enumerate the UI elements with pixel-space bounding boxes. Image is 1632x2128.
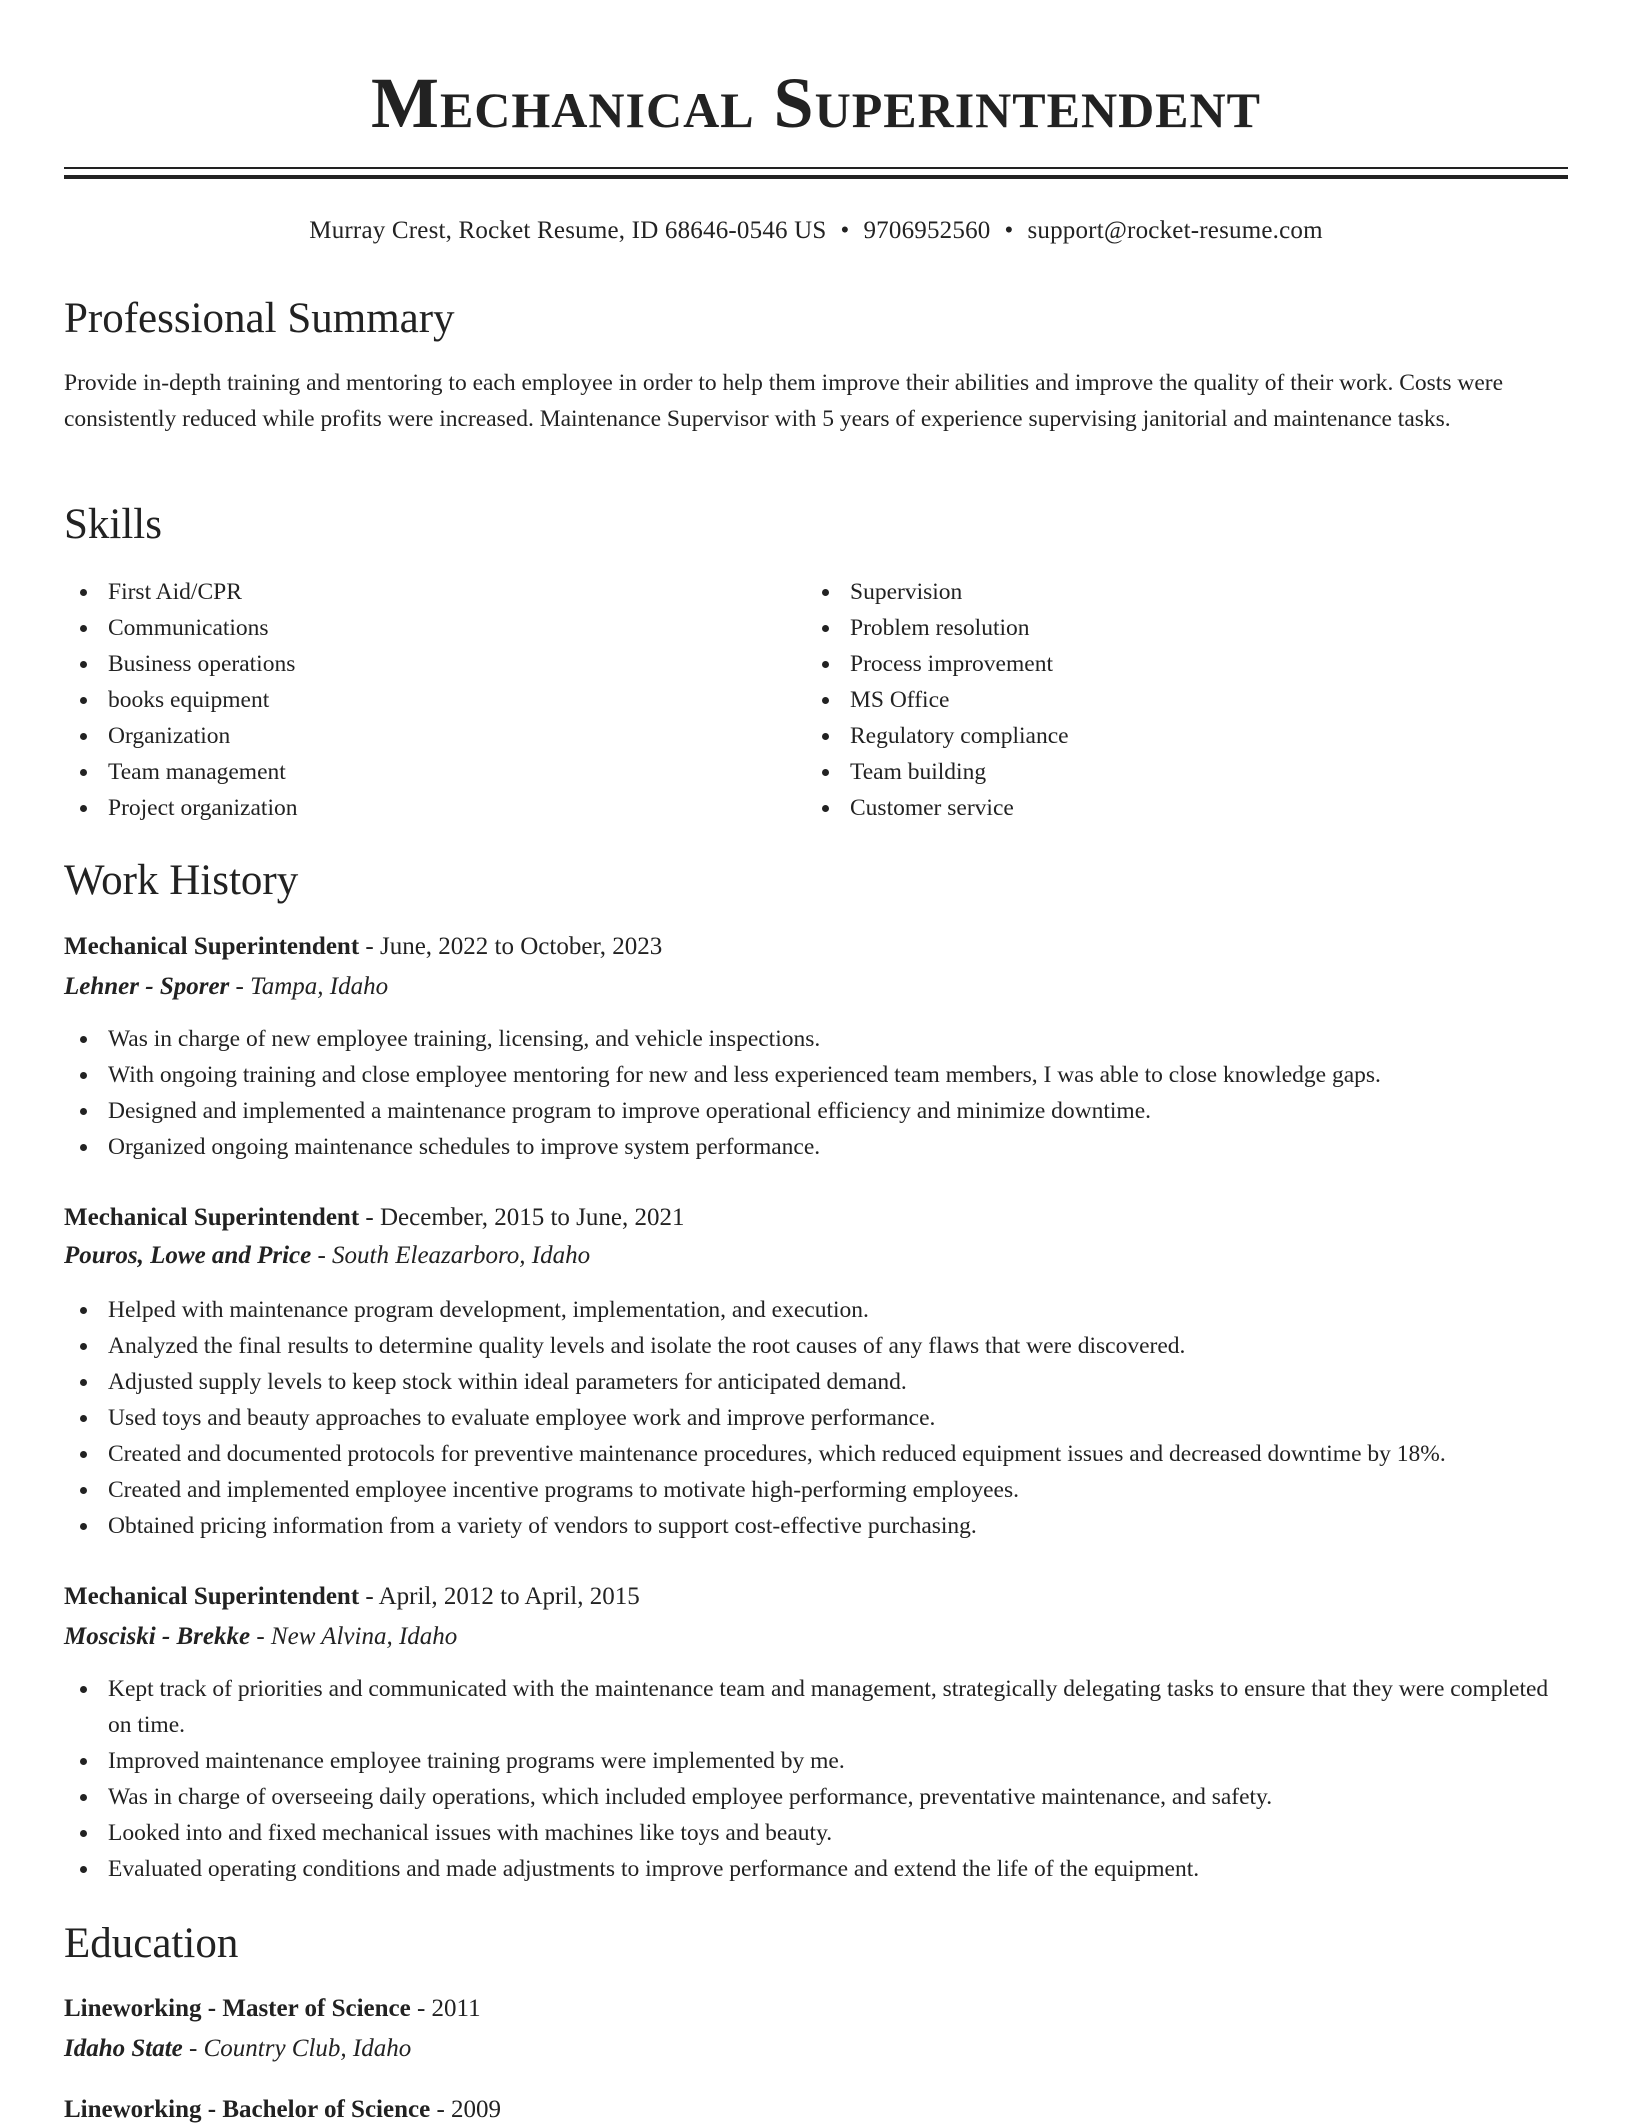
education-year: - 2011 <box>410 1995 481 2022</box>
job-bullet: Improved maintenance employee training programs were implemented by me. <box>64 1743 1568 1779</box>
skills-heading: Skills <box>64 501 162 548</box>
contact-address: Murray Crest, Rocket Resume, ID 68646-0546 US <box>309 217 827 244</box>
summary-text: Provide in-depth training and mentoring to each employee in order to help them improve their abilities and improve the quality of their work. Costs were consistently reduced while profits were increased. Maintenance Supervisor with 5 years of experience supervising janitorial and maintenance tasks. <box>64 370 1504 432</box>
job-location: - New Alvina, Idaho <box>250 1623 458 1650</box>
job-title-line <box>64 929 662 965</box>
job-employer: Mosciski - Brekke <box>64 1623 251 1650</box>
job-bullets <box>64 1292 1568 1544</box>
education-degree: Lineworking - Master of Science <box>64 1995 411 2022</box>
job-bullet: Evaluated operating conditions and made adjustments to improve performance and extend the life of the equipment. <box>64 1851 1568 1887</box>
job-bullet: Was in charge of new employee training, licensing, and vehicle inspections. <box>64 1021 1568 1057</box>
job-bullet: Obtained pricing information from a variety of vendors to support cost-effective purchasing. <box>64 1508 1568 1544</box>
job-bullet: Created and implemented employee incentive programs to motivate high-performing employees. <box>64 1472 1568 1508</box>
job-dates: - June, 2022 to October, 2023 <box>359 933 663 960</box>
contact-line <box>64 215 1568 247</box>
job-bullet: Kept track of priorities and communicated with the maintenance team and management, strategically delegating tasks to ensure that they were completed on time. <box>64 1671 1568 1743</box>
job-title: Mechanical Superintendent <box>64 1204 360 1231</box>
skill-item: Communications <box>64 610 784 646</box>
skill-item: First Aid/CPR <box>64 574 784 610</box>
job-bullets <box>64 1671 1568 1887</box>
skill-item: Problem resolution <box>806 610 1526 646</box>
job-employer-line <box>64 969 388 1005</box>
job-employer: Lehner - Sporer <box>64 973 230 1000</box>
contact-separator: • <box>840 217 850 244</box>
skills-list-left <box>64 574 784 826</box>
education-school-line <box>64 2031 411 2067</box>
job-bullet: Looked into and fixed mechanical issues with machines like toys and beauty. <box>64 1815 1568 1851</box>
job-location: - South Eleazarboro, Idaho <box>311 1242 591 1269</box>
work-heading: Work History <box>64 857 299 904</box>
contact-email: support@rocket-resume.com <box>1027 217 1323 244</box>
title-rule-thick <box>64 175 1568 179</box>
resume-title: Mechanical Superintendent <box>371 63 1261 143</box>
job-title-line <box>64 1200 684 1236</box>
skill-item: Regulatory compliance <box>806 718 1526 754</box>
job-bullet: Analyzed the final results to determine quality levels and isolate the root causes of any flaws that were discovered. <box>64 1328 1568 1364</box>
education-degree: Lineworking - Bachelor of Science <box>64 2096 431 2123</box>
summary-heading: Professional Summary <box>64 295 455 342</box>
education-year: - 2009 <box>430 2096 502 2123</box>
job-dates: - April, 2012 to April, 2015 <box>359 1583 640 1610</box>
job-dates: - December, 2015 to June, 2021 <box>359 1204 685 1231</box>
education-location: - Country Club, Idaho <box>182 2035 412 2062</box>
job-bullet: With ongoing training and close employee mentoring for new and less experienced team members, I was able to close knowledge gaps. <box>64 1057 1568 1093</box>
job-title: Mechanical Superintendent <box>64 933 360 960</box>
education-degree-line <box>64 1991 481 2027</box>
job-bullet: Created and documented protocols for preventive maintenance procedures, which reduced equipment issues and decreased downtime by 18%. <box>64 1436 1568 1472</box>
title-rule-thin <box>64 167 1568 169</box>
job-bullet: Helped with maintenance program development, implementation, and execution. <box>64 1292 1568 1328</box>
job-title-line <box>64 1579 640 1615</box>
job-location: - Tampa, Idaho <box>229 973 389 1000</box>
skill-item: MS Office <box>806 682 1526 718</box>
job-bullets <box>64 1021 1568 1165</box>
education-degree-line <box>64 2092 501 2128</box>
job-employer-line <box>64 1619 457 1655</box>
contact-phone: 9706952560 <box>863 217 991 244</box>
job-bullet: Was in charge of overseeing daily operations, which included employee performance, preventative maintenance, and safety. <box>64 1779 1568 1815</box>
job-employer: Pouros, Lowe and Price <box>64 1242 312 1269</box>
skill-item: Customer service <box>806 790 1526 826</box>
skills-list-right <box>806 574 1526 826</box>
job-bullet: Organized ongoing maintenance schedules to improve system performance. <box>64 1129 1568 1165</box>
job-employer-line <box>64 1238 590 1274</box>
skill-item: Organization <box>64 718 784 754</box>
skill-item: Business operations <box>64 646 784 682</box>
job-title: Mechanical Superintendent <box>64 1583 360 1610</box>
skill-item: books equipment <box>64 682 784 718</box>
education-school: Idaho State <box>64 2035 183 2062</box>
skill-item: Supervision <box>806 574 1526 610</box>
job-bullet: Used toys and beauty approaches to evaluate employee work and improve performance. <box>64 1400 1568 1436</box>
job-bullet: Designed and implemented a maintenance program to improve operational efficiency and minimize downtime. <box>64 1093 1568 1129</box>
contact-separator: • <box>1004 217 1014 244</box>
education-heading: Education <box>64 1920 239 1967</box>
skill-item: Process improvement <box>806 646 1526 682</box>
skill-item: Team building <box>806 754 1526 790</box>
skill-item: Project organization <box>64 790 784 826</box>
job-bullet: Adjusted supply levels to keep stock within ideal parameters for anticipated demand. <box>64 1364 1568 1400</box>
skill-item: Team management <box>64 754 784 790</box>
